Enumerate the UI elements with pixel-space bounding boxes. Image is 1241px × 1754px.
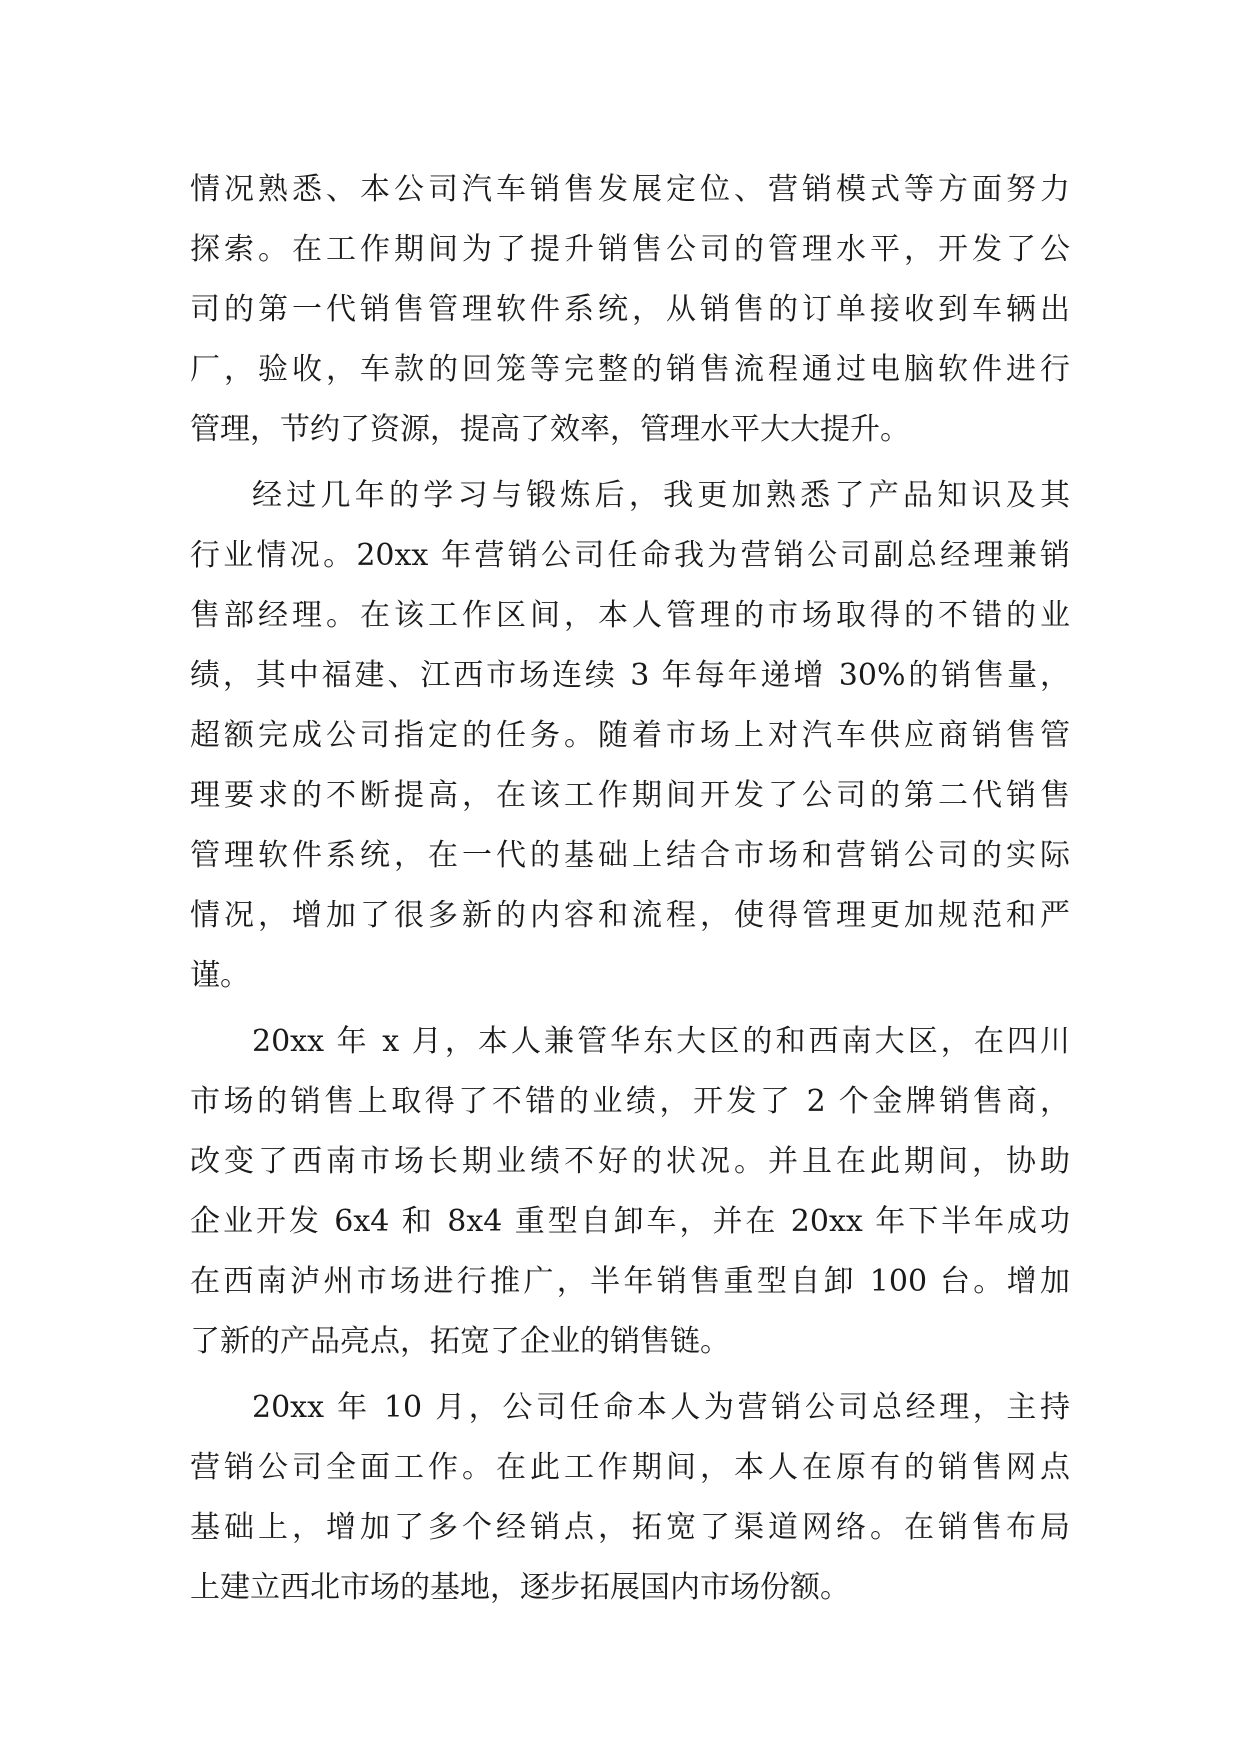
text-line: 20xx 年 10 月，公司任命本人为营销公司总经理，主持 <box>252 1390 1070 1425</box>
paragraph <box>190 160 1070 460</box>
text-line: 管理软件系统，在一代的基础上结合市场和营销公司的实际 <box>190 838 1070 873</box>
text-line: 情况熟悉、本公司汽车销售发展定位、营销模式等方面努力 <box>190 172 1070 207</box>
text-line: 理要求的不断提高，在该工作期间开发了公司的第二代销售 <box>190 778 1070 813</box>
text-line: 情况，增加了很多新的内容和流程，使得管理更加规范和严 <box>190 898 1070 933</box>
text-line: 20xx 年 x 月，本人兼管华东大区的和西南大区，在四川 <box>252 1024 1070 1059</box>
text-line: 探索。在工作期间为了提升销售公司的管理水平，开发了公 <box>190 232 1070 267</box>
paragraph <box>190 466 1070 1006</box>
text-line: 绩，其中福建、江西市场连续 3 年每年递增 30%的销售量， <box>190 658 1070 693</box>
text-line: 司的第一代销售管理软件系统，从销售的订单接收到车辆出 <box>190 292 1070 327</box>
text-line: 行业情况。20xx 年营销公司任命我为营销公司副总经理兼销 <box>190 538 1070 573</box>
text-line: 改变了西南市场长期业绩不好的状况。并且在此期间，协助 <box>190 1144 1070 1179</box>
text-line: 市场的销售上取得了不错的业绩，开发了 2 个金牌销售商， <box>190 1084 1070 1119</box>
text-line: 上建立西北市场的基地，逐步拓展国内市场份额。 <box>190 1570 850 1605</box>
text-line: 基础上，增加了多个经销点，拓宽了渠道网络。在销售布局 <box>190 1510 1070 1545</box>
text-line: 谨。 <box>190 958 250 993</box>
text-line: 售部经理。在该工作区间，本人管理的市场取得的不错的业 <box>190 598 1070 633</box>
text-line: 了新的产品亮点，拓宽了企业的销售链。 <box>190 1324 730 1359</box>
text-line: 经过几年的学习与锻炼后，我更加熟悉了产品知识及其 <box>252 478 1070 513</box>
text-line: 在西南泸州市场进行推广，半年销售重型自卸 100 台。增加 <box>190 1264 1070 1299</box>
paragraph <box>190 1378 1070 1618</box>
text-line: 管理，节约了资源，提高了效率，管理水平大大提升。 <box>190 412 910 447</box>
text-line: 厂，验收，车款的回笼等完整的销售流程通过电脑软件进行 <box>190 352 1070 387</box>
text-line: 企业开发 6x4 和 8x4 重型自卸车，并在 20xx 年下半年成功 <box>190 1204 1070 1239</box>
document-body <box>190 160 1070 1618</box>
text-line: 超额完成公司指定的任务。随着市场上对汽车供应商销售管 <box>190 718 1070 753</box>
paragraph <box>190 1012 1070 1372</box>
text-line: 营销公司全面工作。在此工作期间，本人在原有的销售网点 <box>190 1450 1070 1485</box>
